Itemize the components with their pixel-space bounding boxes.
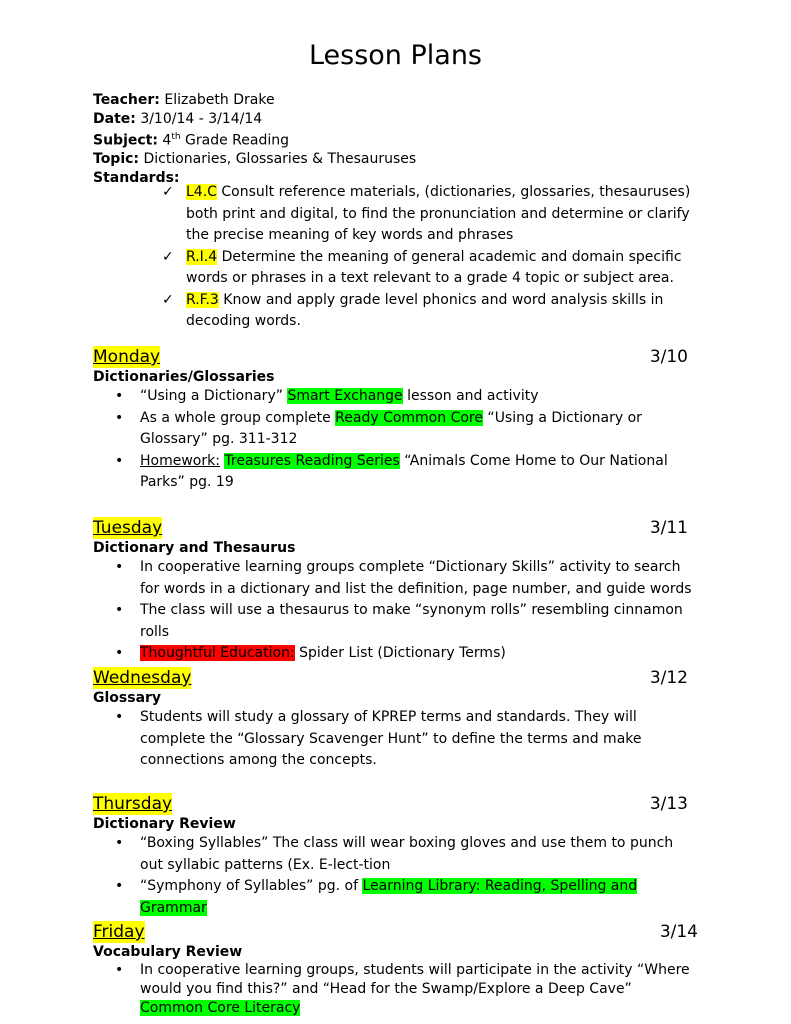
day-subtitle: Dictionary and Thesaurus [93, 540, 296, 556]
day-title: Wednesday [93, 668, 192, 688]
day-section-monday [93, 346, 698, 494]
bullet-icon: • [115, 452, 124, 469]
checkmark-icon: ✓ [162, 184, 174, 200]
list-item [93, 408, 698, 451]
page-title: Lesson Plans [308, 40, 483, 71]
day-title: Friday [93, 922, 145, 942]
list-item [93, 451, 698, 494]
day-title: Thursday [93, 794, 173, 814]
item-segment: In cooperative learning groups complete “Dictionary Skills” activity to search for words in a dictionary and list the definition, page number, and guide words [140, 559, 692, 597]
day-header [93, 346, 698, 370]
day-subtitle: Glossary [93, 690, 162, 706]
subject-label: Subject: [93, 132, 158, 149]
date-line [93, 110, 416, 129]
subject-value: Grade Reading [185, 132, 289, 149]
standard-item [162, 247, 712, 290]
bullet-icon: • [115, 602, 124, 618]
item-segment-highlight: Learning Library: Reading, Spelling and Grammar [140, 878, 638, 916]
standard-text: Determine the meaning of general academic and domain specific words or phrases in a text relevant to a grade 4 topic or subject area. [186, 248, 682, 286]
day-date: 3/13 [649, 794, 688, 814]
list-item [93, 557, 698, 600]
standard-code: R.I.4 [186, 248, 218, 265]
day-section-thursday [93, 793, 698, 919]
day-date: 3/12 [649, 668, 688, 688]
day-header [93, 921, 698, 945]
item-segment: As a whole group complete [140, 409, 336, 426]
teacher-label: Teacher: [93, 92, 160, 108]
bullet-icon: • [115, 878, 124, 894]
list-item [93, 386, 698, 408]
list-item [93, 707, 698, 772]
standards-label: Standards: [93, 169, 180, 186]
day-date: 3/11 [649, 518, 688, 538]
list-item [93, 643, 698, 665]
topic-line [93, 150, 416, 169]
checkmark-icon: ✓ [162, 291, 174, 308]
day-subtitle: Dictionary Review [93, 816, 236, 832]
lesson-meta [93, 91, 416, 187]
subject-line [93, 128, 416, 150]
list-item [93, 833, 698, 876]
day-header [93, 793, 698, 817]
item-segment: lesson and activity [402, 388, 539, 404]
day-header [93, 667, 698, 691]
standard-item [162, 290, 712, 333]
standard-text: Know and apply grade level phonics and word analysis skills in decoding words. [186, 291, 664, 329]
item-segment: Spider List (Dictionary Terms) [294, 645, 506, 661]
date-value: 3/10/14 - 3/14/14 [140, 110, 263, 127]
day-subtitle: Dictionaries/Glossaries [93, 369, 275, 385]
day-header [93, 517, 698, 541]
item-segment: “Symphony of Syllables” pg. of [140, 878, 363, 894]
topic-value: Dictionaries, Glossaries & Thesauruses [143, 151, 417, 168]
date-label: Date: [93, 110, 136, 127]
bullet-icon: • [115, 559, 124, 575]
item-segment: The class will use a thesaurus to make “synonym rolls” resembling cinnamon rolls [140, 602, 683, 640]
day-title: Monday [93, 347, 161, 367]
item-segment: “Animals Come Home to Our National Parks” pg. 19 [140, 452, 668, 490]
day-title: Tuesday [93, 518, 163, 538]
teacher-line [93, 91, 416, 110]
topic-label: Topic: [93, 151, 140, 168]
subject-number: 4 [162, 132, 172, 149]
bullet-icon: • [115, 409, 124, 426]
item-segment: “Using a Dictionary or Glossary” pg. 311-312 [140, 409, 642, 447]
homework-label: Homework: [140, 452, 220, 469]
day-date: 3/14 [659, 922, 698, 942]
standards-list [162, 182, 712, 333]
item-segment: “Using a Dictionary” [140, 388, 288, 404]
item-segment: Students will study a glossary of KPREP terms and standards. They will complete the “Glossary Scavenger Hunt” to define the terms and make connections among the concepts. [140, 709, 642, 768]
bullet-icon: • [115, 962, 124, 978]
standard-code: L4.C [186, 184, 217, 200]
list-item [93, 961, 698, 1018]
item-segment-highlight: Ready Common Core [335, 409, 483, 426]
item-segment: “Boxing Syllables” The class will wear boxing gloves and use them to punch out syllabic patterns (Ex. E-lect-tion [140, 835, 674, 873]
checkmark-icon: ✓ [162, 248, 174, 265]
bullet-icon: • [115, 645, 124, 661]
item-segment-highlight: Thoughtful Education: [140, 645, 295, 661]
standard-text: Consult reference materials, (dictionaries, glossaries, thesauruses) both print and digital, to find the pronunciation and determine or clarify the precise meaning of key words and phrases [186, 184, 691, 243]
day-section-friday [93, 921, 698, 1018]
list-item [93, 600, 698, 643]
item-segment-highlight: Common Core Literacy [140, 1000, 301, 1016]
item-segment-highlight: Treasures Reading Series [224, 452, 400, 469]
teacher-value: Elizabeth Drake [164, 92, 275, 108]
bullet-icon: • [115, 835, 124, 851]
day-date: 3/10 [649, 347, 688, 367]
item-segment: In cooperative learning groups, students will participate in the activity “Where would you find this?” and “Head for the Swamp/Explore a Deep Cave” [140, 962, 690, 997]
day-section-tuesday [93, 517, 698, 665]
item-segment-highlight: Smart Exchange [287, 388, 403, 404]
day-subtitle: Vocabulary Review [93, 944, 243, 960]
bullet-icon: • [115, 388, 124, 404]
subject-superscript: th [171, 132, 181, 142]
standard-item [162, 182, 712, 247]
bullet-icon: • [115, 709, 124, 725]
day-section-wednesday [93, 667, 698, 772]
standard-code: R.F.3 [186, 291, 219, 308]
list-item [93, 876, 698, 919]
